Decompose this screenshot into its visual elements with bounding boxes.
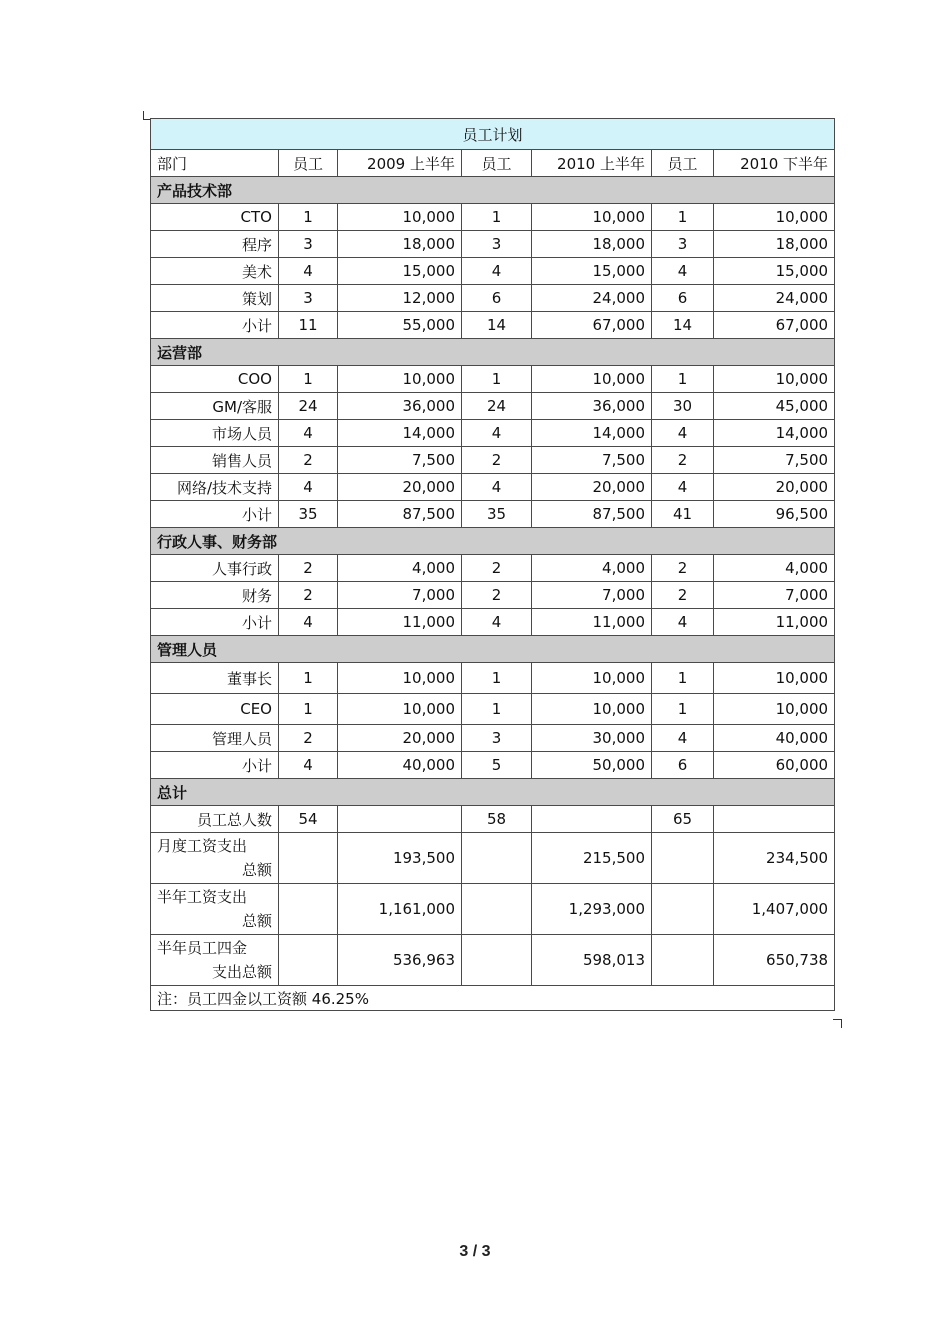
staff-count-2009h1: 24	[279, 393, 338, 420]
staff-count-2009h1: 11	[279, 312, 338, 339]
total-monthly-row	[151, 833, 835, 884]
amount-2010h2: 10,000	[714, 663, 835, 694]
table-row	[151, 231, 835, 258]
table-note: 注：员工四金以工资额 46.25%	[151, 986, 835, 1011]
table-row	[151, 663, 835, 694]
corner-mark-bottom-right	[833, 1019, 842, 1028]
section-header-row	[151, 779, 835, 806]
amount-2009h1: 10,000	[338, 663, 462, 694]
staff-count-2009h1: 3	[279, 285, 338, 312]
amount-2010h1: 215,500	[532, 833, 652, 884]
amount-2009h1: 10,000	[338, 694, 462, 725]
row-label: 销售人员	[151, 447, 279, 474]
amount-2009h1: 1,161,000	[338, 884, 462, 935]
staff-count-2010h1: 3	[462, 231, 532, 258]
empty-cell	[714, 806, 835, 833]
empty-cell	[462, 935, 532, 986]
staff-count-2010h1: 3	[462, 725, 532, 752]
amount-2009h1: 20,000	[338, 725, 462, 752]
table-row	[151, 474, 835, 501]
staff-count-2009h1: 2	[279, 725, 338, 752]
amount-2009h1: 87,500	[338, 501, 462, 528]
header-department: 部门	[151, 150, 279, 177]
amount-2010h2: 7,000	[714, 582, 835, 609]
staff-count-2009h1: 1	[279, 663, 338, 694]
row-label: 美术	[151, 258, 279, 285]
table-row	[151, 285, 835, 312]
amount-2009h1: 11,000	[338, 609, 462, 636]
table-row	[151, 420, 835, 447]
total-benefits-row	[151, 935, 835, 986]
table-row	[151, 447, 835, 474]
staff-count-2010h2: 30	[652, 393, 714, 420]
staff-count-2010h1: 1	[462, 663, 532, 694]
row-label: COO	[151, 366, 279, 393]
staff-count-2010h2: 1	[652, 663, 714, 694]
header-staff-2009h1: 员工	[279, 150, 338, 177]
table-row	[151, 312, 835, 339]
staff-count-2010h2: 1	[652, 204, 714, 231]
amount-2010h1: 24,000	[532, 285, 652, 312]
row-label: CTO	[151, 204, 279, 231]
empty-cell	[462, 884, 532, 935]
amount-2009h1: 18,000	[338, 231, 462, 258]
row-label: 人事行政	[151, 555, 279, 582]
staff-count-2009h1: 1	[279, 694, 338, 725]
amount-2009h1: 7,500	[338, 447, 462, 474]
staff-plan-body	[151, 119, 835, 1011]
amount-2009h1: 4,000	[338, 555, 462, 582]
staff-count-2010h1: 4	[462, 258, 532, 285]
section-header-row	[151, 528, 835, 555]
amount-2009h1: 193,500	[338, 833, 462, 884]
page-number: 3 / 3	[459, 1243, 491, 1260]
amount-2009h1: 7,000	[338, 582, 462, 609]
staff-count-2009h1: 2	[279, 447, 338, 474]
table-row	[151, 582, 835, 609]
table-row	[151, 204, 835, 231]
staff-count-2010h2: 4	[652, 725, 714, 752]
amount-2009h1: 10,000	[338, 366, 462, 393]
staff-plan-table	[150, 118, 835, 1011]
amount-2009h1: 55,000	[338, 312, 462, 339]
amount-2010h2: 1,407,000	[714, 884, 835, 935]
amount-2010h2: 20,000	[714, 474, 835, 501]
amount-2010h2: 45,000	[714, 393, 835, 420]
row-label: 策划	[151, 285, 279, 312]
table-row	[151, 393, 835, 420]
row-label-line-1: 半年员工四金	[157, 939, 248, 957]
header-2009h1: 2009 上半年	[338, 150, 462, 177]
amount-2009h1: 20,000	[338, 474, 462, 501]
staff-count-2010h1: 5	[462, 752, 532, 779]
row-label: CEO	[151, 694, 279, 725]
staff-count-2010h1: 1	[462, 694, 532, 725]
amount-2010h2: 7,500	[714, 447, 835, 474]
staff-count-2010h1: 35	[462, 501, 532, 528]
row-label-line-2: 支出总额	[211, 963, 272, 981]
total-staff-2010h1: 58	[462, 806, 532, 833]
staff-count-2010h2: 4	[652, 258, 714, 285]
table-row	[151, 366, 835, 393]
table-row	[151, 501, 835, 528]
staff-count-2010h1: 1	[462, 366, 532, 393]
amount-2010h1: 598,013	[532, 935, 652, 986]
staff-count-2010h1: 2	[462, 582, 532, 609]
staff-count-2010h2: 4	[652, 474, 714, 501]
amount-2010h1: 14,000	[532, 420, 652, 447]
empty-cell	[279, 935, 338, 986]
empty-cell	[279, 884, 338, 935]
table-title: 员工计划	[151, 119, 835, 150]
amount-2010h1: 30,000	[532, 725, 652, 752]
staff-count-2010h1: 1	[462, 204, 532, 231]
amount-2010h1: 36,000	[532, 393, 652, 420]
amount-2010h1: 20,000	[532, 474, 652, 501]
amount-2010h2: 234,500	[714, 833, 835, 884]
staff-count-2010h2: 41	[652, 501, 714, 528]
amount-2010h1: 1,293,000	[532, 884, 652, 935]
header-staff-2010h2: 员工	[652, 150, 714, 177]
empty-cell	[279, 833, 338, 884]
amount-2009h1: 36,000	[338, 393, 462, 420]
table-row	[151, 752, 835, 779]
amount-2010h2: 24,000	[714, 285, 835, 312]
row-label: 小计	[151, 609, 279, 636]
staff-count-2010h2: 1	[652, 694, 714, 725]
empty-cell	[652, 884, 714, 935]
staff-count-2009h1: 4	[279, 609, 338, 636]
staff-count-2009h1: 4	[279, 420, 338, 447]
staff-count-2009h1: 4	[279, 752, 338, 779]
table-row	[151, 725, 835, 752]
row-label: 网络/技术支持	[151, 474, 279, 501]
header-2010h1: 2010 上半年	[532, 150, 652, 177]
section-header-row	[151, 177, 835, 204]
header-staff-2010h1: 员工	[462, 150, 532, 177]
staff-count-2009h1: 3	[279, 231, 338, 258]
total-staff-2010h2: 65	[652, 806, 714, 833]
row-label: 财务	[151, 582, 279, 609]
row-label: 员工总人数	[151, 806, 279, 833]
section-name: 产品技术部	[151, 177, 835, 204]
amount-2009h1: 10,000	[338, 204, 462, 231]
staff-count-2010h2: 4	[652, 420, 714, 447]
header-row	[151, 150, 835, 177]
amount-2010h2: 10,000	[714, 694, 835, 725]
staff-count-2009h1: 4	[279, 258, 338, 285]
row-label: GM/客服	[151, 393, 279, 420]
staff-count-2010h2: 3	[652, 231, 714, 258]
section-name: 运营部	[151, 339, 835, 366]
row-label: 市场人员	[151, 420, 279, 447]
staff-count-2009h1: 2	[279, 555, 338, 582]
amount-2010h2: 4,000	[714, 555, 835, 582]
empty-cell	[652, 935, 714, 986]
amount-2010h2: 14,000	[714, 420, 835, 447]
row-label: 管理人员	[151, 725, 279, 752]
amount-2009h1: 40,000	[338, 752, 462, 779]
staff-count-2009h1: 1	[279, 366, 338, 393]
row-label	[151, 833, 279, 884]
amount-2010h1: 10,000	[532, 663, 652, 694]
staff-count-2010h2: 14	[652, 312, 714, 339]
row-label: 程序	[151, 231, 279, 258]
amount-2009h1: 15,000	[338, 258, 462, 285]
amount-2010h1: 4,000	[532, 555, 652, 582]
amount-2010h2: 60,000	[714, 752, 835, 779]
amount-2010h1: 10,000	[532, 366, 652, 393]
total-headcount-row	[151, 806, 835, 833]
row-label: 小计	[151, 501, 279, 528]
amount-2010h2: 67,000	[714, 312, 835, 339]
staff-count-2010h2: 6	[652, 285, 714, 312]
staff-count-2010h1: 14	[462, 312, 532, 339]
table-row	[151, 694, 835, 725]
staff-count-2010h2: 6	[652, 752, 714, 779]
section-name: 管理人员	[151, 636, 835, 663]
empty-cell	[338, 806, 462, 833]
total-staff-2009h1: 54	[279, 806, 338, 833]
amount-2010h1: 15,000	[532, 258, 652, 285]
amount-2010h1: 7,000	[532, 582, 652, 609]
empty-cell	[532, 806, 652, 833]
staff-count-2010h2: 2	[652, 582, 714, 609]
amount-2010h2: 10,000	[714, 204, 835, 231]
amount-2010h1: 10,000	[532, 204, 652, 231]
row-label	[151, 935, 279, 986]
staff-count-2010h1: 6	[462, 285, 532, 312]
amount-2010h2: 96,500	[714, 501, 835, 528]
section-name: 行政人事、财务部	[151, 528, 835, 555]
table-row	[151, 555, 835, 582]
amount-2010h1: 7,500	[532, 447, 652, 474]
table-row	[151, 258, 835, 285]
empty-cell	[462, 833, 532, 884]
amount-2010h2: 11,000	[714, 609, 835, 636]
amount-2010h1: 11,000	[532, 609, 652, 636]
note-row	[151, 986, 835, 1011]
amount-2010h1: 67,000	[532, 312, 652, 339]
amount-2010h2: 15,000	[714, 258, 835, 285]
staff-count-2010h1: 4	[462, 609, 532, 636]
total-half-row	[151, 884, 835, 935]
amount-2010h2: 10,000	[714, 366, 835, 393]
staff-count-2009h1: 2	[279, 582, 338, 609]
staff-count-2010h1: 4	[462, 474, 532, 501]
row-label: 小计	[151, 752, 279, 779]
staff-count-2010h2: 2	[652, 555, 714, 582]
section-header-row	[151, 339, 835, 366]
staff-count-2009h1: 35	[279, 501, 338, 528]
header-2010h2: 2010 下半年	[714, 150, 835, 177]
staff-count-2010h2: 4	[652, 609, 714, 636]
amount-2010h1: 10,000	[532, 694, 652, 725]
table-row	[151, 609, 835, 636]
amount-2010h2: 40,000	[714, 725, 835, 752]
staff-count-2010h1: 2	[462, 555, 532, 582]
amount-2010h1: 50,000	[532, 752, 652, 779]
amount-2009h1: 14,000	[338, 420, 462, 447]
section-name: 总计	[151, 779, 835, 806]
row-label-line-2: 总额	[241, 861, 272, 879]
amount-2009h1: 536,963	[338, 935, 462, 986]
staff-count-2010h2: 2	[652, 447, 714, 474]
section-header-row	[151, 636, 835, 663]
amount-2009h1: 12,000	[338, 285, 462, 312]
staff-count-2010h2: 1	[652, 366, 714, 393]
row-label-line-1: 半年工资支出	[157, 888, 248, 906]
row-label: 董事长	[151, 663, 279, 694]
amount-2010h2: 18,000	[714, 231, 835, 258]
row-label-line-1: 月度工资支出	[157, 837, 248, 855]
staff-count-2010h1: 24	[462, 393, 532, 420]
amount-2010h2: 650,738	[714, 935, 835, 986]
row-label	[151, 884, 279, 935]
staff-count-2010h1: 4	[462, 420, 532, 447]
amount-2010h1: 87,500	[532, 501, 652, 528]
staff-count-2010h1: 2	[462, 447, 532, 474]
row-label: 小计	[151, 312, 279, 339]
staff-count-2009h1: 4	[279, 474, 338, 501]
staff-count-2009h1: 1	[279, 204, 338, 231]
row-label-line-2: 总额	[241, 912, 272, 930]
amount-2010h1: 18,000	[532, 231, 652, 258]
empty-cell	[652, 833, 714, 884]
